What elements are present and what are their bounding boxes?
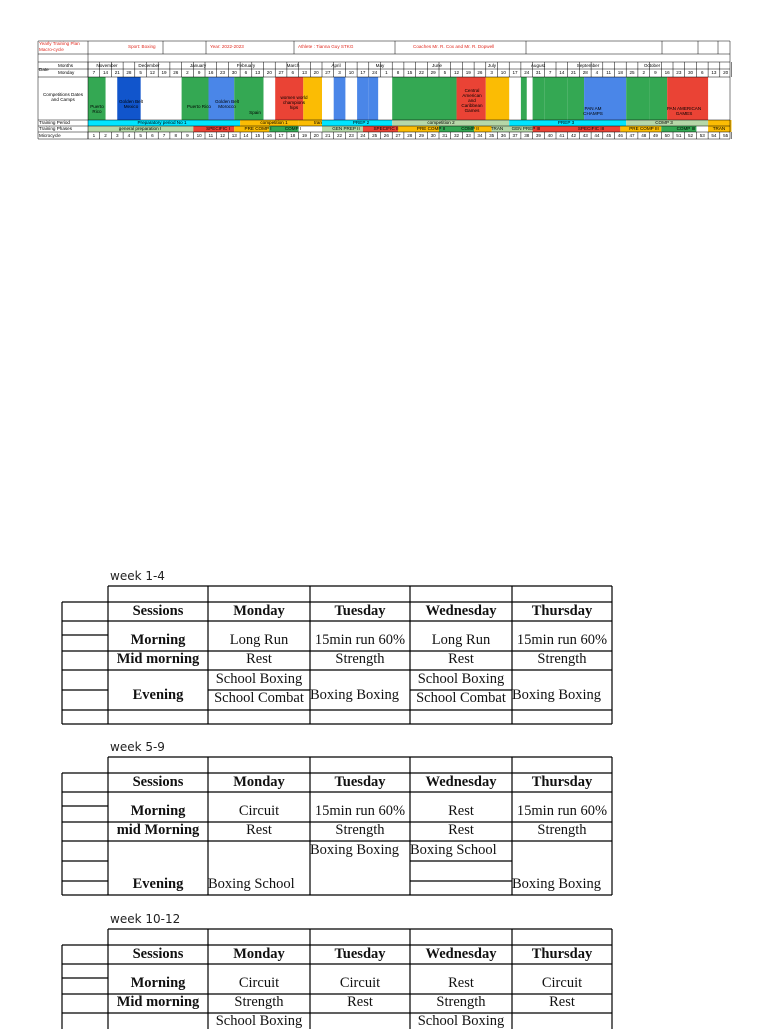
row-label-competitions: Competitions Dates and Camps xyxy=(42,92,84,102)
monday-date: 13 xyxy=(301,70,307,75)
phase-label: COMP II xyxy=(461,126,479,131)
month-label: August xyxy=(530,63,546,68)
phase-label: PRE COMP II xyxy=(416,126,446,131)
microcycle-number: 13 xyxy=(231,133,237,138)
cell-morning-tuesday: 15min run 60% xyxy=(314,803,406,819)
monday-date: 26 xyxy=(477,70,483,75)
cell-evening-wednesday-1: School Boxing xyxy=(417,1013,505,1029)
monday-date: 23 xyxy=(219,70,226,75)
microcycle-number: 25 xyxy=(372,133,378,138)
row-label-microcycle: Microcycle xyxy=(39,133,61,138)
header-monday: Monday xyxy=(233,603,285,619)
row-morning-label: Morning xyxy=(130,632,186,648)
monday-date: 16 xyxy=(664,70,670,75)
cell-mid-tuesday: Strength xyxy=(335,822,385,838)
monday-date: 20 xyxy=(266,70,272,75)
microcycle-number: 46 xyxy=(617,133,623,138)
plan-athlete: Athlete : Tianna Guy STKG xyxy=(298,44,354,49)
microcycle-number: 49 xyxy=(652,133,658,138)
monday-date: 24 xyxy=(524,70,530,75)
microcycle-number: 44 xyxy=(594,133,600,138)
monday-date: 7 xyxy=(92,70,96,75)
competition-block xyxy=(626,77,649,120)
week-title: week 10-12 xyxy=(110,912,181,926)
cell-morning-thursday: Circuit xyxy=(541,975,583,991)
microcycle-number: 53 xyxy=(699,133,705,138)
phase-label: general preparation I xyxy=(118,126,162,131)
event-pan-am-champs: PAN AM CHAMPS xyxy=(583,106,603,116)
month-label: December xyxy=(138,63,160,68)
plan-subtitle: Macro-cycle xyxy=(39,47,64,52)
monday-date: 12 xyxy=(453,70,460,75)
microcycle-number: 29 xyxy=(418,133,424,138)
cell-mid-thursday: Rest xyxy=(549,994,575,1010)
cell-evening-thursday: Boxing Boxing xyxy=(512,687,602,703)
monday-date: 14 xyxy=(559,70,565,75)
monday-date: 30 xyxy=(231,70,237,75)
event-golden-belt-mexico: Golden Belt Mexico xyxy=(118,99,143,109)
competition-block xyxy=(544,77,556,120)
monday-date: 5 xyxy=(443,70,447,75)
competition-block xyxy=(533,77,545,120)
month-label: February xyxy=(236,63,256,68)
microcycle-number: 36 xyxy=(500,133,506,138)
phase-label: GEN PREP II xyxy=(332,126,360,131)
cell-morning-monday: Long Run xyxy=(229,632,289,648)
monday-date: 24 xyxy=(372,70,378,75)
phase-label: TRAN xyxy=(490,126,504,131)
yearly-training-plan xyxy=(38,41,730,142)
monday-date: 12 xyxy=(149,70,155,75)
cell-mid-thursday: Strength xyxy=(537,822,587,838)
monday-date: 14 xyxy=(102,70,109,75)
microcycle-number: 11 xyxy=(208,133,214,138)
month-label: June xyxy=(432,63,442,68)
phase-label: TRAN xyxy=(712,126,726,131)
monday-date: 10 xyxy=(348,70,354,75)
microcycle-number: 27 xyxy=(395,133,401,138)
cell-morning-monday: Circuit xyxy=(238,975,280,991)
row-morning-label: Morning xyxy=(130,803,186,819)
microcycle-number: 6 xyxy=(151,133,154,138)
monday-date: 9 xyxy=(197,70,201,75)
microcycle-number: 20 xyxy=(313,133,319,138)
microcycle-number: 50 xyxy=(664,133,670,138)
microcycle-number: 33 xyxy=(465,133,471,138)
microcycle-number: 38 xyxy=(524,133,530,138)
monday-date: 27 xyxy=(278,70,284,75)
microcycle-number: 47 xyxy=(629,133,635,138)
row-label-months: Months xyxy=(58,63,74,68)
monday-date: 11 xyxy=(606,70,612,75)
month-label: May xyxy=(375,63,385,68)
monday-date: 30 xyxy=(687,70,694,75)
competition-block xyxy=(182,77,209,120)
month-label: September xyxy=(576,63,600,68)
cell-mid-thursday: Strength xyxy=(537,651,587,667)
monday-date: 17 xyxy=(512,70,518,75)
microcycle-number: 8 xyxy=(174,133,178,138)
cell-morning-tuesday: 15min run 60% xyxy=(314,632,406,648)
row-mid-label: Mid morning xyxy=(116,994,200,1010)
microcycle-number: 2 xyxy=(104,133,107,138)
header-sessions: Sessions xyxy=(132,946,184,962)
header-monday: Monday xyxy=(233,946,285,962)
monday-date: 13 xyxy=(711,70,717,75)
microcycle-number: 30 xyxy=(430,133,436,138)
plan-year: Year: 2022-2023 xyxy=(210,44,244,49)
monday-date: 4 xyxy=(595,70,599,75)
microcycle-number: 40 xyxy=(547,133,553,138)
microcycle-number: 48 xyxy=(641,133,647,138)
microcycle-number: 10 xyxy=(196,133,202,138)
event-women-world: women world champions hips xyxy=(280,95,308,110)
week-table xyxy=(62,757,612,895)
competition-block xyxy=(486,77,509,120)
week-title: week 5-9 xyxy=(110,740,165,754)
event-golden-belt-morocco: Golden Belt Morocco xyxy=(214,99,239,109)
monday-date: 15 xyxy=(407,70,413,75)
competition-block xyxy=(521,77,527,120)
header-monday: Monday xyxy=(233,774,285,790)
monday-date: 8 xyxy=(396,70,400,75)
microcycle-number: 52 xyxy=(687,133,694,138)
monday-date: 26 xyxy=(173,70,179,75)
monday-date: 10 xyxy=(500,70,506,75)
cell-morning-tuesday: Circuit xyxy=(339,975,381,991)
cell-mid-tuesday: Rest xyxy=(347,994,373,1010)
header-wednesday: Wednesday xyxy=(425,603,497,619)
cell-morning-wednesday: Rest xyxy=(448,803,474,819)
microcycle-number: 41 xyxy=(559,133,565,138)
monday-date: 3 xyxy=(338,70,341,75)
cell-morning-thursday: 15min run 60% xyxy=(516,632,608,648)
header-tuesday: Tuesday xyxy=(334,774,386,790)
microcycle-number: 51 xyxy=(676,133,682,138)
monday-date: 20 xyxy=(313,70,319,75)
row-mid-label: mid Morning xyxy=(116,822,200,838)
cell-mid-monday: Rest xyxy=(246,822,272,838)
phase-label: SPECIFIC II xyxy=(373,126,399,131)
plan-title: Yearly Training Plan xyxy=(39,41,80,46)
monday-date: 17 xyxy=(360,70,366,75)
cell-mid-wednesday: Rest xyxy=(448,822,474,838)
monday-date: 21 xyxy=(570,70,577,75)
period-label: PREP 2 xyxy=(352,120,370,125)
event-puerto-rico-2: Puerto Rico xyxy=(186,104,211,109)
microcycle-number: 1 xyxy=(92,133,96,138)
microcycle-number: 15 xyxy=(255,133,261,138)
cell-morning-wednesday: Long Run xyxy=(431,632,491,648)
monday-date: 22 xyxy=(418,70,424,75)
monday-date: 28 xyxy=(126,70,132,75)
cell-morning-thursday: 15min run 60% xyxy=(516,803,608,819)
row-label-training-period: Training Period xyxy=(39,120,70,125)
microcycle-number: 19 xyxy=(301,133,307,138)
row-evening-label: Evening xyxy=(132,687,184,703)
competition-block xyxy=(556,77,568,120)
plan-coaches: Coaches Mr. R. Cox and Mr. R. Dopwell xyxy=(413,44,495,49)
monday-date: 13 xyxy=(255,70,261,75)
microcycle-number: 12 xyxy=(219,133,226,138)
header-thursday: Thursday xyxy=(531,946,593,962)
monday-date: 1 xyxy=(385,70,388,75)
event-spain: Spain xyxy=(249,110,261,115)
microcycle-number: 3 xyxy=(115,133,119,138)
competition-block xyxy=(369,77,378,120)
microcycle-number: 26 xyxy=(383,133,389,138)
microcycle-number: 4 xyxy=(127,133,131,138)
row-label-monday: Monday xyxy=(58,70,75,75)
microcycle-number: 39 xyxy=(535,133,541,138)
monday-date: 19 xyxy=(465,70,471,75)
monday-date: 6 xyxy=(244,70,248,75)
monday-date: 16 xyxy=(208,70,214,75)
cell-mid-monday: Rest xyxy=(246,651,272,667)
week-table xyxy=(62,929,612,1029)
microcycle-number: 34 xyxy=(477,133,483,138)
microcycle-number: 45 xyxy=(606,133,612,138)
monday-date: 21 xyxy=(114,70,120,75)
monday-date: 6 xyxy=(291,70,295,75)
microcycle-number: 17 xyxy=(278,133,284,138)
monday-date: 7 xyxy=(548,70,552,75)
microcycle-number: 16 xyxy=(266,133,272,138)
microcycle-number: 5 xyxy=(139,133,142,138)
event-central-american: Central American and Caribbean Games xyxy=(461,88,483,113)
month-label: July xyxy=(487,63,497,68)
cell-evening-monday-1: School Boxing xyxy=(215,1013,303,1029)
competition-block xyxy=(334,77,346,120)
phase-label: PRE COMP III xyxy=(629,126,659,131)
microcycle-number: 24 xyxy=(360,133,366,138)
month-label: January xyxy=(189,63,207,68)
period-label: COMP 3 xyxy=(655,120,673,125)
microcycle-number: 42 xyxy=(570,133,577,138)
cell-evening-monday: Boxing School xyxy=(208,876,295,892)
microcycle-number: 18 xyxy=(290,133,296,138)
microcycle-number: 28 xyxy=(407,133,413,138)
phase-label: COMP I xyxy=(284,126,302,131)
competition-block xyxy=(392,77,456,120)
header-thursday: Thursday xyxy=(531,603,593,619)
cell-mid-wednesday: Strength xyxy=(436,994,486,1010)
period-label: competition 2 xyxy=(427,120,455,125)
period-label: tran xyxy=(314,120,322,125)
monday-date: 9 xyxy=(654,70,657,75)
header-wednesday: Wednesday xyxy=(425,774,497,790)
cell-mid-monday: Strength xyxy=(234,994,284,1010)
event-pan-american-games: PAN AMERICAN GAMES xyxy=(666,106,702,116)
header-thursday: Thursday xyxy=(531,774,593,790)
microcycle-number: 37 xyxy=(512,133,518,138)
header-tuesday: Tuesday xyxy=(334,603,386,619)
cell-mid-wednesday: Rest xyxy=(448,651,474,667)
monday-date: 6 xyxy=(700,70,704,75)
monday-date: 18 xyxy=(617,70,623,75)
microcycle-number: 9 xyxy=(186,133,189,138)
cell-evening-monday-1: School Boxing xyxy=(215,671,303,687)
cell-evening-tuesday: Boxing Boxing xyxy=(310,687,400,703)
microcycle-number: 54 xyxy=(711,133,717,138)
microcycle-number: 55 xyxy=(723,133,729,138)
month-label: March xyxy=(286,63,300,68)
month-label: April xyxy=(331,63,341,68)
phase-label: SPECIFIC III xyxy=(577,126,605,131)
period-label: PREP 3 xyxy=(557,120,575,125)
cell-morning-wednesday: Rest xyxy=(448,975,474,991)
monday-date: 25 xyxy=(629,70,635,75)
monday-date: 23 xyxy=(676,70,682,75)
microcycle-number: 35 xyxy=(489,133,495,138)
cell-evening-wednesday: Boxing School xyxy=(410,842,497,858)
header-sessions: Sessions xyxy=(132,774,184,790)
cell-evening-thursday: Boxing Boxing xyxy=(512,876,602,892)
cell-morning-monday: Circuit xyxy=(238,803,280,819)
phase-block xyxy=(533,126,621,132)
row-morning-label: Morning xyxy=(130,975,186,991)
header-wednesday: Wednesday xyxy=(425,946,497,962)
phase-label: COMP III xyxy=(676,126,696,131)
cell-evening-wednesday-1: School Boxing xyxy=(417,671,505,687)
monday-date: 29 xyxy=(430,70,436,75)
event-puerto-rico-1: Puerto Rico xyxy=(90,104,104,114)
microcycle-number: 14 xyxy=(243,133,249,138)
week-table xyxy=(62,586,612,724)
phase-label: PRE COMP I xyxy=(244,126,272,131)
plan-sport: Sport: Boxing xyxy=(128,44,156,49)
monday-date: 27 xyxy=(325,70,331,75)
microcycle-number: 21 xyxy=(325,133,331,138)
row-mid-label: Mid morning xyxy=(116,651,200,667)
month-label: October xyxy=(643,63,661,68)
row-evening-label: Evening xyxy=(132,876,184,892)
monday-date: 2 xyxy=(642,70,646,75)
phase-label: GEN PREP III xyxy=(511,126,541,131)
row-label-training-phases: Training Phases xyxy=(39,126,73,131)
monday-date: 3 xyxy=(490,70,493,75)
week-title: week 1-4 xyxy=(110,569,165,583)
header-tuesday: Tuesday xyxy=(334,946,386,962)
cell-evening-tuesday: Boxing Boxing xyxy=(310,842,400,858)
monday-date: 5 xyxy=(139,70,142,75)
monday-date: 28 xyxy=(582,70,588,75)
microcycle-number: 32 xyxy=(453,133,460,138)
monday-date: 20 xyxy=(723,70,729,75)
period-label: Preparatory period No 1 xyxy=(137,120,187,125)
microcycle-number: 43 xyxy=(582,133,588,138)
header-sessions: Sessions xyxy=(132,603,184,619)
monday-date: 31 xyxy=(535,70,541,75)
cell-mid-tuesday: Strength xyxy=(335,651,385,667)
microcycle-number: 7 xyxy=(162,133,166,138)
microcycle-number: 31 xyxy=(442,133,448,138)
microcycle-number: 23 xyxy=(348,133,354,138)
row-label-date: Date xyxy=(39,67,49,72)
month-label: November xyxy=(96,63,118,68)
cell-evening-wednesday-2: School Combat xyxy=(416,690,506,706)
period-label: competition 1 xyxy=(260,120,288,125)
competition-block xyxy=(357,77,369,120)
cell-evening-monday-2: School Combat xyxy=(214,690,304,706)
monday-date: 2 xyxy=(186,70,189,75)
phase-label: SPECIFIC I xyxy=(206,126,230,131)
microcycle-number: 22 xyxy=(336,133,343,138)
monday-date: 19 xyxy=(161,70,167,75)
